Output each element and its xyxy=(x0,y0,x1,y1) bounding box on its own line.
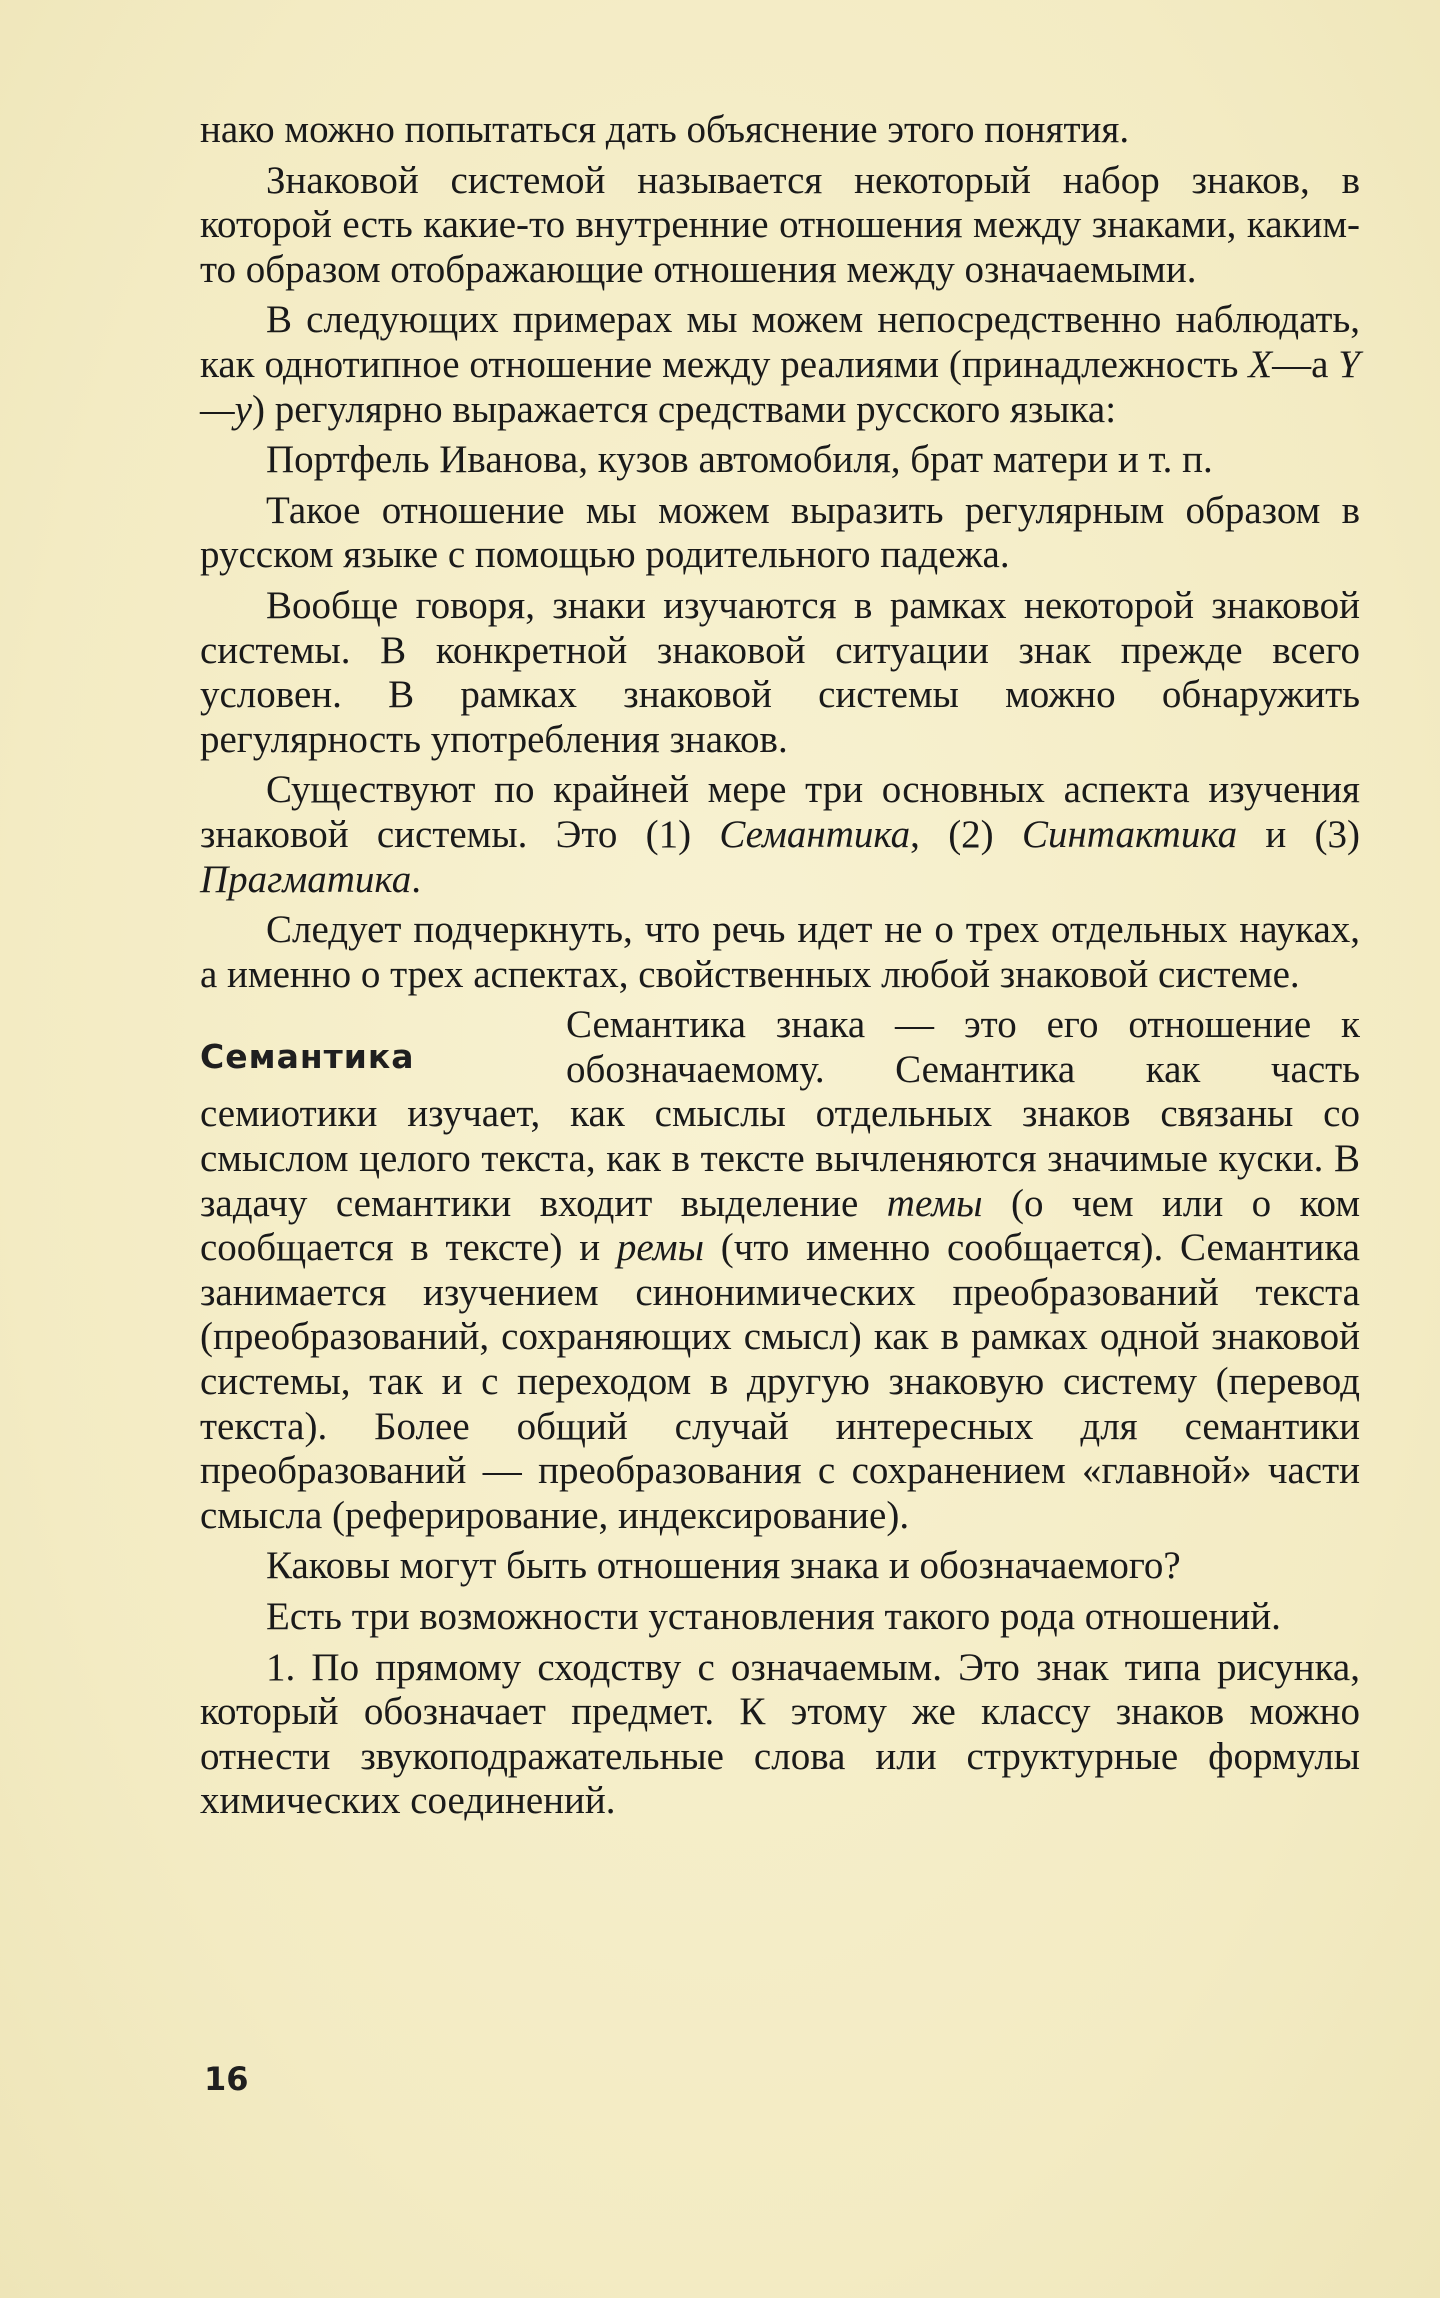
section-semantics xyxy=(200,1003,1360,1538)
paragraph-text: 1. По прямому сходству с означаемым. Это знак типа рисунка, который обозначает предмет. К этому же классу знаков можно отнести звукоподражательные слова или структурные формулы химических соединений. xyxy=(200,1645,1360,1823)
paragraph-text: Семантика знака — это его отношение к обозначаемому. Семантика как часть семиотики изучает, как смыслы отдельных знаков связаны со смыслом целого текста, как в тексте вычленяются значимые куски. В задачу семантики входит выделение xyxy=(200,1003,1360,1225)
paragraph-text: Есть три возможности установления такого рода отношений. xyxy=(266,1595,1281,1638)
paragraph-text: (что именно сообщается). Семантика занимается изучением синонимических преобразований текста (преобразований, сохраняющих смысл) как в рамках одной знаковой системы, так и с переходом в другую знаковую систему (перевод текста). Более общий случай интересных для семантики преобразований — преобразования с сохранением «главной» части смысла (реферирование, индексирование). xyxy=(200,1226,1360,1537)
italic-term: темы xyxy=(886,1181,983,1225)
paragraph-emphasis xyxy=(200,908,1360,997)
italic-term: Семантика xyxy=(719,812,911,856)
paragraph-genitive xyxy=(200,489,1360,578)
paragraph-text: ) регулярно выражается средствами русского языка: xyxy=(252,387,1117,431)
page-text xyxy=(200,108,1360,1824)
paragraph-text: Вообще говоря, знаки изучаются в рамках некоторой знаковой системы. В конкретной знаковой ситуации знак прежде всего условен. В рамках знаковой системы можно обнаружить регулярность употребления знаков. xyxy=(200,583,1360,761)
paragraph-sign-system-definition xyxy=(200,159,1360,293)
paragraph-example-list xyxy=(200,438,1360,483)
italic-term: X xyxy=(1248,342,1273,386)
paragraph-text: Существуют по крайней мере три основных аспекта изучения знаковой системы. Это (1) xyxy=(200,768,1360,856)
paragraph-question xyxy=(200,1544,1360,1589)
paragraph-text: . xyxy=(411,857,421,901)
paragraph-text: Каковы могут быть отношения знака и обозначаемого? xyxy=(266,1544,1181,1588)
italic-term: Синтактика xyxy=(1021,812,1238,856)
paragraph-examples-intro xyxy=(200,298,1360,432)
italic-term: ремы xyxy=(616,1226,704,1270)
italic-term: Прагматика xyxy=(200,857,412,901)
paragraph-direct-similarity xyxy=(200,1646,1360,1824)
paragraph-continuation xyxy=(200,108,1360,153)
section-heading: Семантика xyxy=(200,1037,415,1077)
paragraph-text: , (2) xyxy=(910,812,1022,856)
italic-term: Y—y xyxy=(200,342,1360,431)
paragraph-three-aspects xyxy=(200,768,1360,902)
paragraph-text: В следующих примерах мы можем непосредственно наблюдать, как однотипное отношение между реалиями (принадлежность xyxy=(200,298,1360,386)
paragraph-text: Портфель Иванова, кузов автомобиля, брат матери и т. п. xyxy=(266,438,1213,482)
page-number: 16 xyxy=(204,2060,249,2098)
paragraph-text: —а xyxy=(1272,342,1339,386)
paragraph-text: и (3) xyxy=(1237,812,1360,856)
paragraph-text: Такое отношение мы можем выразить регулярным образом в русском языке с помощью родительного падежа. xyxy=(200,488,1360,577)
paragraph-text: (о чем или о ком сообщается в тексте) и xyxy=(200,1181,1360,1270)
paragraph-sign-study xyxy=(200,584,1360,762)
paragraph-three-possibilities xyxy=(200,1595,1360,1640)
paragraph-text: Знаковой системой называется некоторый набор знаков, в которой есть какие-то внутренние отношения между знаками, каким-то образом отображающие отношения между означаемыми. xyxy=(200,158,1360,291)
paragraph-text: Следует подчеркнуть, что речь идет не о трех отдельных науках, а именно о трех аспектах, свойственных любой знаковой системе. xyxy=(200,908,1360,996)
paragraph-text: нако можно попытаться дать объяснение этого понятия. xyxy=(200,108,1130,151)
